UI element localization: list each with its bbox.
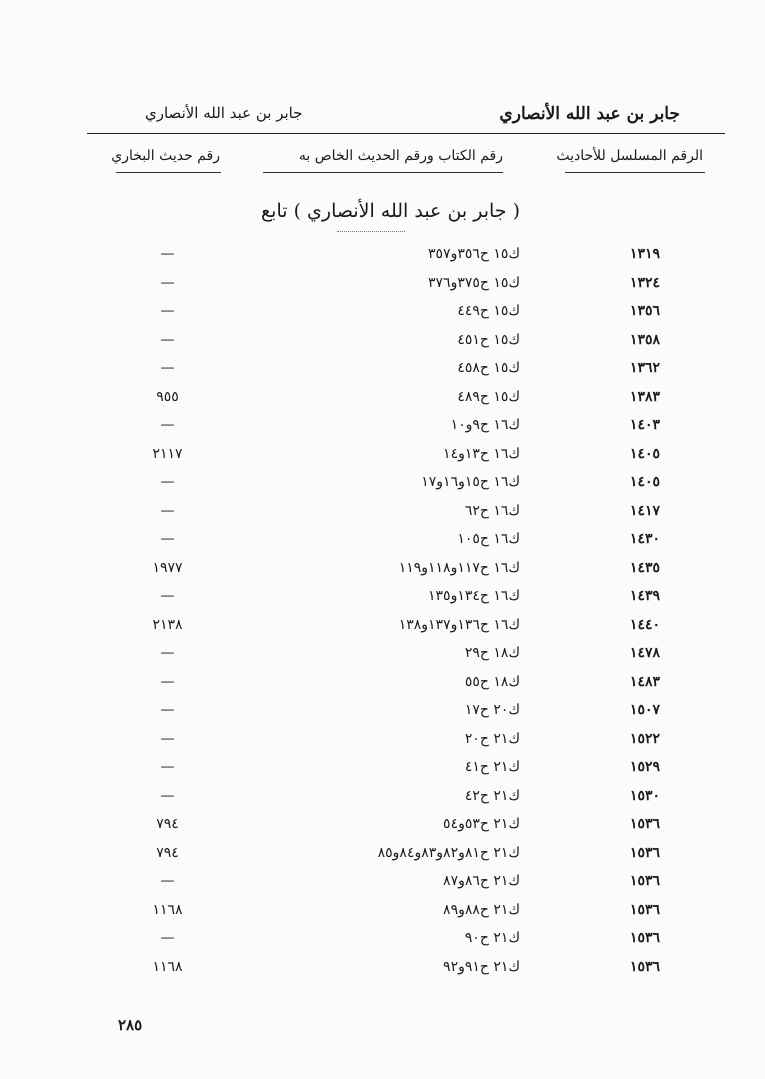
bukhari-cell: ٢١٣٨ (152, 616, 183, 633)
reference-cell: ك١٦ ح١٣٤و١٣٥ (428, 588, 520, 604)
table-row (0, 472, 765, 500)
table-row (0, 387, 765, 415)
reference-cell: ك١٥ ح٤٨٩ (457, 388, 520, 405)
serial-cell: ١٣٥٨ (629, 331, 660, 348)
reference-cell: ك١٦ ح١١٧و١١٨و١١٩ (398, 559, 520, 576)
table-row (0, 358, 765, 386)
reference-cell: ك١٥ ح٤٥١ (457, 331, 520, 348)
table-row (0, 672, 765, 700)
bukhari-cell: — (160, 474, 175, 490)
serial-cell: ١٤٣٠ (629, 531, 660, 547)
bukhari-cell: — (160, 303, 175, 319)
bukhari-cell: ١١٦٨ (152, 958, 183, 975)
bukhari-cell: ٩٥٥ (156, 388, 179, 405)
reference-cell: ك١٨ ح٢٩ (464, 645, 520, 661)
table-row (0, 729, 765, 757)
serial-cell: ١٤٠٥ (629, 445, 660, 462)
serial-cell: ١٤٠٥ (629, 474, 660, 490)
bukhari-cell: — (160, 759, 175, 775)
serial-cell: ١٤٤٠ (629, 616, 660, 633)
table-row (0, 843, 765, 871)
table-row (0, 643, 765, 671)
serial-cell: ١٥٣٦ (629, 930, 660, 946)
bukhari-cell: — (160, 360, 175, 376)
reference-cell: ك٢١ ح٢٠ (464, 730, 520, 747)
reference-cell: ك١٦ ح١٥و١٦و١٧ (421, 474, 520, 490)
table-row (0, 928, 765, 956)
table-row (0, 273, 765, 301)
serial-cell: ١٥٣٦ (629, 816, 660, 832)
bukhari-cell: — (160, 531, 175, 547)
table-row (0, 700, 765, 728)
column-underline-bukhari (116, 172, 221, 173)
running-header-left: جابر بن عبد الله الأنصاري (145, 104, 303, 122)
reference-cell: ك١٥ ح٤٤٩ (457, 303, 520, 319)
serial-cell: ١٣٥٦ (629, 303, 660, 319)
reference-cell: ك٢٠ ح١٧ (464, 702, 520, 718)
serial-cell: ١٣٢٤ (629, 274, 660, 291)
table-row (0, 615, 765, 643)
serial-cell: ١٥٣٦ (629, 901, 660, 918)
column-underline-serial (565, 172, 705, 173)
bukhari-cell: — (160, 246, 175, 262)
bukhari-cell: ١١٦٨ (152, 901, 183, 918)
table-row (0, 529, 765, 557)
bukhari-cell: — (160, 502, 175, 519)
serial-cell: ١٥٢٢ (629, 730, 660, 747)
reference-cell: ك٢١ ح٥٣و٥٤ (443, 816, 520, 832)
bukhari-cell: — (160, 588, 175, 604)
section-title: ( جابر بن عبد الله الأنصاري ) تابع (261, 200, 520, 222)
serial-cell: ١٣١٩ (629, 246, 660, 262)
bukhari-cell: ١٩٧٧ (152, 559, 183, 576)
bukhari-cell: — (160, 873, 175, 889)
table-row (0, 330, 765, 358)
serial-cell: ١٥٠٧ (629, 702, 660, 718)
page-number: ٢٨٥ (118, 1016, 143, 1034)
table-row (0, 900, 765, 928)
reference-cell: ك٢١ ح٨٨و٨٩ (443, 901, 520, 918)
table-row (0, 244, 765, 272)
section-divider (337, 231, 405, 232)
reference-cell: ك١٥ ح٣٥٦و٣٥٧ (428, 246, 520, 262)
bukhari-cell: — (160, 730, 175, 747)
reference-cell: ك٢١ ح٩١و٩٢ (443, 958, 520, 975)
bukhari-cell: — (160, 331, 175, 348)
bukhari-cell: — (160, 274, 175, 291)
table-row (0, 786, 765, 814)
reference-cell: ك١٥ ح٤٥٨ (457, 360, 520, 376)
reference-cell: ك١٦ ح٩و١٠ (450, 417, 520, 433)
bukhari-cell: — (160, 702, 175, 718)
reference-cell: ك٢١ ح٩٠ (464, 930, 520, 946)
bukhari-cell: ٧٩٤ (156, 844, 179, 861)
table-row (0, 586, 765, 614)
bukhari-cell: — (160, 930, 175, 946)
bukhari-cell: — (160, 787, 175, 804)
serial-cell: ١٤٣٥ (629, 559, 660, 576)
serial-cell: ١٤١٧ (629, 502, 660, 519)
reference-cell: ك١٨ ح٥٥ (464, 673, 520, 690)
table-row (0, 301, 765, 329)
table-row (0, 871, 765, 899)
serial-cell: ١٣٨٣ (629, 388, 660, 405)
bukhari-cell: — (160, 673, 175, 690)
running-header-right: جابر بن عبد الله الأنصاري (499, 104, 680, 124)
reference-cell: ك٢١ ح٨٦و٨٧ (443, 873, 520, 889)
serial-cell: ١٤٠٣ (629, 417, 660, 433)
reference-cell: ك١٦ ح١٣و١٤ (443, 445, 520, 462)
column-header-reference: رقم الكتاب ورقم الحديث الخاص به (298, 148, 503, 164)
table-row (0, 814, 765, 842)
column-header-serial: الرقم المسلسل للأحاديث (556, 148, 703, 164)
serial-cell: ١٤٣٩ (629, 588, 660, 604)
table-row (0, 444, 765, 472)
serial-cell: ١٥٣٦ (629, 873, 660, 889)
reference-cell: ك٢١ ح٨١و٨٢و٨٣و٨٤و٨٥ (377, 844, 520, 861)
serial-cell: ١٣٦٢ (629, 360, 660, 376)
serial-cell: ١٥٣٠ (629, 787, 660, 804)
reference-cell: ك١٦ ح١٠٥ (457, 531, 520, 547)
reference-cell: ك١٦ ح١٣٦و١٣٧و١٣٨ (398, 616, 520, 633)
column-header-bukhari: رقم حديث البخاري (111, 148, 220, 164)
table-row (0, 501, 765, 529)
serial-cell: ١٥٣٦ (629, 958, 660, 975)
bukhari-cell: — (160, 417, 175, 433)
serial-cell: ١٥٣٦ (629, 844, 660, 861)
table-row (0, 415, 765, 443)
reference-cell: ك٢١ ح٤٢ (464, 787, 520, 804)
bukhari-cell: ٢١١٧ (152, 445, 183, 462)
reference-cell: ك١٦ ح٦٢ (464, 502, 520, 519)
reference-cell: ك١٥ ح٣٧٥و٣٧٦ (428, 274, 520, 291)
serial-cell: ١٥٢٩ (629, 759, 660, 775)
table-row (0, 757, 765, 785)
header-rule (87, 133, 725, 134)
table-row (0, 558, 765, 586)
reference-cell: ك٢١ ح٤١ (464, 759, 520, 775)
serial-cell: ١٤٧٨ (629, 645, 660, 661)
serial-cell: ١٤٨٣ (629, 673, 660, 690)
bukhari-cell: ٧٩٤ (156, 816, 179, 832)
column-underline-reference (263, 172, 503, 173)
bukhari-cell: — (160, 645, 175, 661)
table-row (0, 957, 765, 985)
